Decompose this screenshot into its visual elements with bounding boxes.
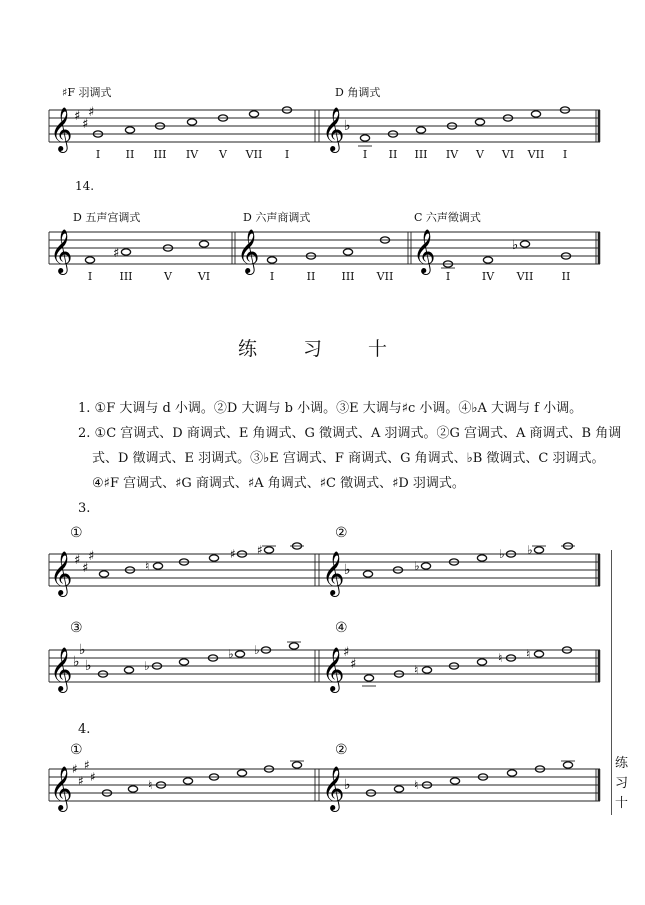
staff-3-row-b <box>0 642 645 695</box>
side-char-2: 习 <box>615 776 629 791</box>
svg-text:♯: ♯ <box>72 762 78 776</box>
svg-text:♭: ♭ <box>344 562 351 578</box>
svg-text:♯: ♯ <box>113 246 120 261</box>
circle-1-b: ① <box>70 742 83 758</box>
exercise-2-line1: 2. ①C 宫调式、D 商调式、E 角调式、G 徵调式、A 羽调式。②G 宫调式、A 商调式、B 角调 <box>78 426 622 441</box>
svg-text:𝄞: 𝄞 <box>50 229 73 273</box>
svg-text:♭: ♭ <box>254 643 260 657</box>
margin-rule <box>611 550 612 815</box>
svg-text:♯: ♯ <box>82 561 89 576</box>
section-title: 练 习 十 <box>237 338 408 360</box>
svg-text:♮: ♮ <box>498 651 503 665</box>
side-char-1: 练 <box>615 756 629 771</box>
svg-text:♯: ♯ <box>257 543 263 557</box>
item-3: 3. <box>78 501 91 516</box>
svg-text:𝄞: 𝄞 <box>237 229 260 273</box>
svg-text:♭: ♭ <box>85 658 92 674</box>
svg-text:♭: ♭ <box>499 547 505 561</box>
item-4: 4. <box>78 722 91 737</box>
svg-text:♯: ♯ <box>88 105 95 120</box>
circle-4: ④ <box>335 620 348 636</box>
svg-text:♭: ♭ <box>79 642 86 658</box>
circle-1: ① <box>70 525 83 541</box>
circle-2: ② <box>335 525 348 541</box>
svg-text:♯: ♯ <box>82 117 89 132</box>
svg-text:♯: ♯ <box>90 770 96 784</box>
label-d-jiao: D 角调式 <box>335 86 381 99</box>
svg-text:𝄞: 𝄞 <box>322 107 345 151</box>
exercise-1: 1. ①F 大调与 d 小调。②D 大调与 b 小调。③E 大调与♯c 小调。④♭A 大调与 f 小调。 <box>78 401 583 416</box>
svg-text:𝄞: 𝄞 <box>322 766 345 810</box>
svg-text:♯: ♯ <box>343 645 350 660</box>
exercise-2-line3: ④♯F 宫调式、♯G 商调式、♯A 角调式、♯C 徵调式、♯D 羽调式。 <box>92 476 465 491</box>
item-14: 14. <box>75 179 95 193</box>
svg-text:♭: ♭ <box>144 659 150 673</box>
svg-text:𝄞: 𝄞 <box>413 229 436 273</box>
svg-text:♮: ♮ <box>148 778 153 792</box>
svg-text:♮: ♮ <box>414 778 419 792</box>
svg-text:♯: ♯ <box>230 547 236 561</box>
svg-text:𝄞: 𝄞 <box>322 647 345 691</box>
staff-3-row-a <box>0 543 645 599</box>
svg-text:♭: ♭ <box>512 238 519 253</box>
svg-text:♯: ♯ <box>74 553 81 568</box>
svg-text:𝄞: 𝄞 <box>50 551 73 595</box>
svg-text:♯: ♯ <box>88 549 95 564</box>
label-d-wusheng-gong: D 五声宫调式 <box>73 211 141 224</box>
svg-text:♮: ♮ <box>145 559 150 573</box>
side-char-3: 十 <box>615 796 629 811</box>
svg-text:♯: ♯ <box>84 758 90 772</box>
staff-4 <box>0 758 645 814</box>
svg-text:♭: ♭ <box>228 647 234 661</box>
svg-text:♮: ♮ <box>526 647 531 661</box>
svg-text:𝄞: 𝄞 <box>50 766 73 810</box>
svg-text:♭: ♭ <box>344 777 351 793</box>
treble-clef-icon: 𝄞 <box>50 107 73 151</box>
svg-text:♯: ♯ <box>78 774 84 788</box>
label-fsharp-yu: ♯F 羽调式 <box>62 86 112 99</box>
svg-text:𝄞: 𝄞 <box>50 647 73 691</box>
svg-text:♭: ♭ <box>527 543 533 557</box>
circle-2-b: ② <box>335 742 348 758</box>
svg-text:♯: ♯ <box>74 109 81 124</box>
svg-text:♭: ♭ <box>344 118 351 134</box>
circle-3: ③ <box>70 620 83 636</box>
svg-text:♭: ♭ <box>414 559 420 573</box>
label-c-liusheng-zhi: C 六声徵调式 <box>414 211 481 224</box>
label-d-liusheng-shang: D 六声商调式 <box>243 211 311 224</box>
svg-text:𝄞: 𝄞 <box>322 551 345 595</box>
exercise-2-line2: 式、D 徵调式、E 羽调式。③♭E 宫调式、F 商调式、G 角调式、♭B 徵调式、C 羽调式。 <box>92 451 605 466</box>
svg-text:♯: ♯ <box>350 657 357 672</box>
svg-text:♭: ♭ <box>73 654 80 670</box>
svg-text:♮: ♮ <box>414 663 419 677</box>
